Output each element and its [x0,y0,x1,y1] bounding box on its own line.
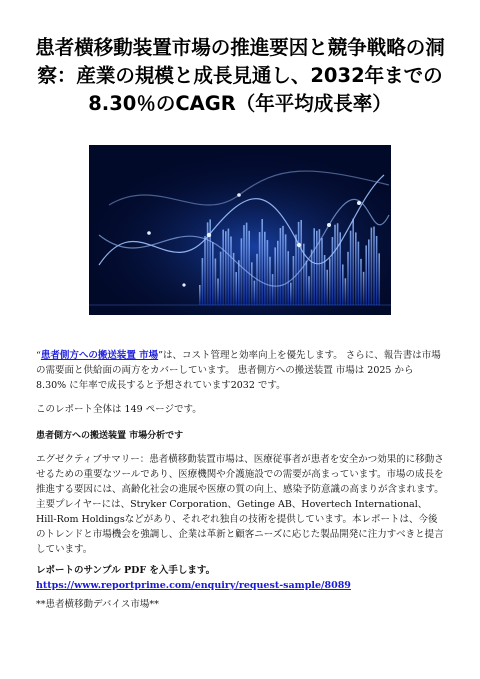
open-quote: “ [36,350,41,361]
hero-decor-bar [360,259,362,305]
hero-decor-bar [290,283,292,305]
hero-decor-bar [337,223,339,305]
sample-request [36,563,446,593]
executive-summary: エグゼクティブサマリー：患者横移動装置市場は、医療従事者が患者を安全かつ効果的に移動させるための重要なツールであり、医療機関や介護施設での需要が高まっています。市場の成長を推進する要因には、高齢化社会の進展や医療の質の向上、感染予防意識の高まりが含まれます。主要プレイヤーには、Stryker Corporation、Getinge AB、Hovertech International、Hill-Rom Holdingsなどがあり、それぞれ独自の技術を提供しています。本レポートは、今後のトレンドと市場機会を強調し、企業は革新と顧客ニーズに応じた製品開発に注力すべきと提言しています。 [36,454,444,555]
hero-decor-bar [287,251,289,305]
hero-decor-bar [371,228,373,305]
hero-decor-bar [241,238,243,305]
hero-decor-bar [222,230,224,305]
hero-decor-bar [373,227,375,305]
hero-decor-bar [313,228,315,305]
hero-decor-bar [365,245,367,305]
intro-text: ”は、コスト管理と効率向上を優先します。 さらに、報告書は市場の需要面と供給面の両方をカバーしています。 患者側方への搬送装置 市場は 2025 から 8.30% に年率で成長すると予想されています2032 です。 [36,350,441,391]
hero-decor-bar [355,232,357,305]
analysis-heading: 患者側方への搬送装置 市場分析です [36,431,184,441]
hero-decor-bar [277,241,279,305]
hero-decor-bar [204,236,206,305]
hero-decor-bar [293,256,295,305]
market-link[interactable]: 患者側方への搬送装置 市場 [40,350,159,361]
hero-decor-bar [306,261,308,305]
intro-paragraph [36,348,446,393]
hero-decor-bar [332,237,334,305]
hero-decor-bar [376,236,378,305]
hero-decor-bar [225,231,227,305]
hero-decor-bar [235,272,237,305]
pages-note: このレポート全体は 149 ページです。 [36,404,202,415]
hero-decor-bar [308,276,310,305]
hero-decor-bar [342,264,344,305]
hero-decor-bar [230,236,232,305]
hero-decor-bar [345,278,347,305]
data-visualization-graph-image [89,145,391,315]
hero-decor-bar [316,231,318,305]
hero-decor-bar [350,231,352,305]
hero-decor-bar [199,285,201,305]
hero-decor-bar [269,257,271,305]
hero-image [89,145,391,315]
hero-decor-bar [243,225,245,305]
sample-label: レポートのサンプル PDF を入手します。 [36,565,216,576]
hero-decor-bar [285,234,287,305]
hero-decor-bar [300,220,302,305]
hero-decor-bar [212,242,214,305]
hero-decor-bar [358,242,360,305]
hero-decor-bar [251,262,253,305]
hero-decor-bar [228,229,230,305]
footer-heading: **患者横移動デバイス市場** [36,599,159,610]
hero-decor-bar [259,232,261,305]
page-title: 患者横移動装置市場の推進要因と競争戦略の洞察：産業の規模と成長見通し、2032年までの8.30％のCAGR（年平均成長率） [35,36,445,115]
hero-decor-bar [267,240,269,305]
hero-decor-bar [274,247,276,305]
sample-link[interactable]: https://www.reportprime.com/enquiry/request-sample/8089 [36,580,351,591]
hero-decor-bar [368,239,370,305]
hero-decor-bar [352,219,354,305]
hero-decor-bar [347,252,349,305]
hero-decor-bar [329,258,331,305]
hero-decor-bar [326,270,328,305]
hero-decor-bar [261,219,263,305]
hero-decor-bar [378,253,380,305]
hero-decor-bar [217,279,219,305]
hero-decor-bar [280,228,282,305]
hero-decor-bar [334,225,336,305]
hero-decor-bar [248,231,250,305]
hero-decor-bar [272,274,274,305]
hero-decor-bar [311,250,313,305]
hero-decor-bar [215,258,217,305]
hero-decor-bar [282,226,284,305]
hero-decor-bar [264,232,266,305]
hero-decor-bar [220,252,222,305]
hero-decor-bar [321,238,323,305]
hero-decor-bar [363,272,365,305]
hero-decor-bar [254,281,256,305]
hero-decor-bar [246,223,248,305]
hero-decor-bar [238,260,240,305]
hero-decor-bar [298,222,300,305]
hero-decor-bar [202,258,204,305]
hero-decor-bar [295,235,297,305]
